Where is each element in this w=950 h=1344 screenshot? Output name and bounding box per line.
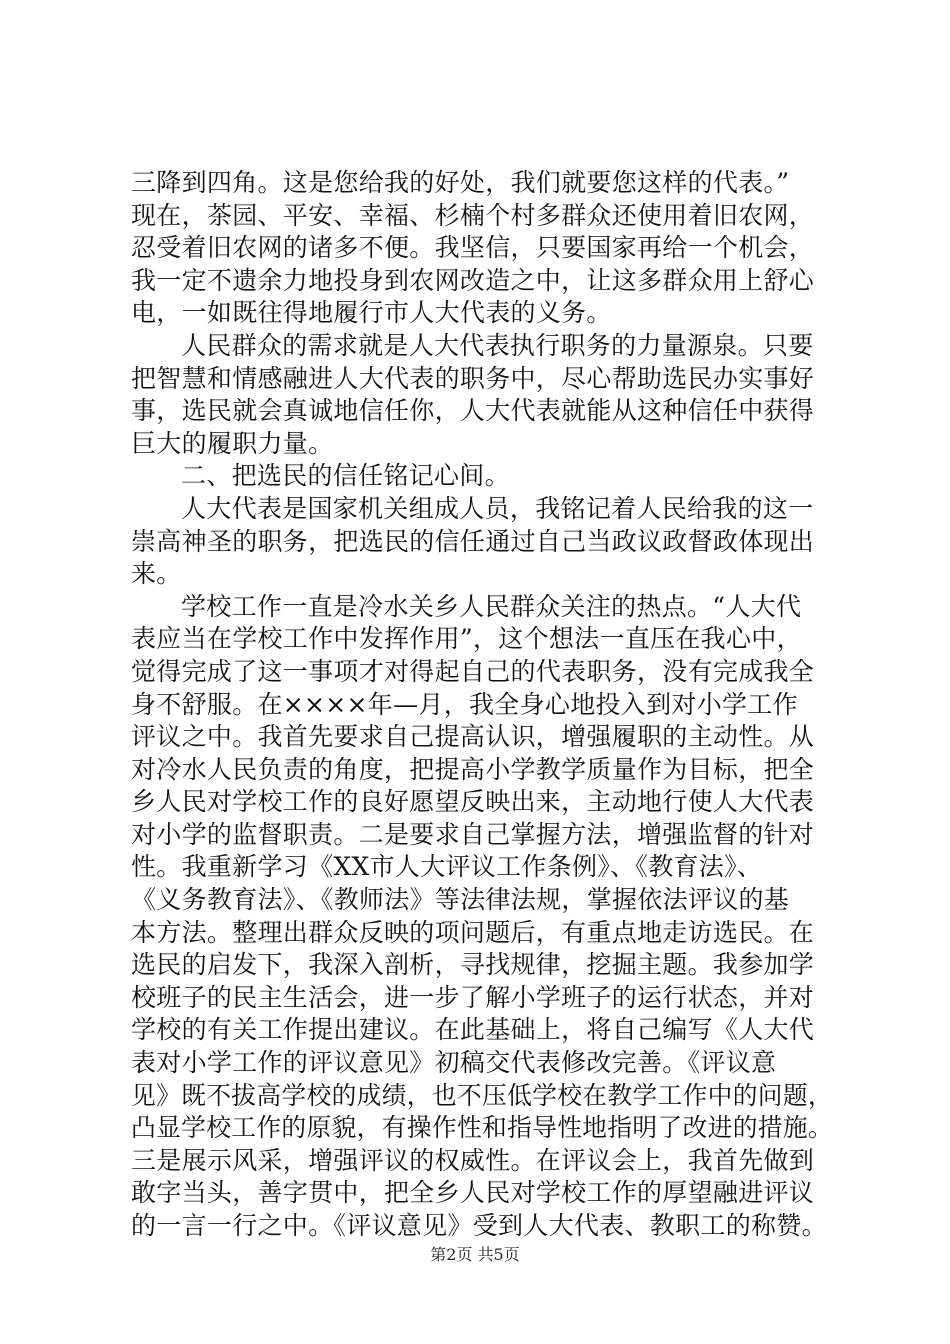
text-line: 三降到四角。这是您给我的好处，我们就要您这样的代表。” xyxy=(131,168,790,197)
text-line: 我一定不遗余力地投身到农网改造之中，让这多群众用上舒心 xyxy=(131,265,815,295)
text-line: 崇高神圣的职务，把选民的信任通过自己当政议政督政体现出 xyxy=(131,526,815,556)
text-line: 人大代表是国家机关组成人员，我铭记着人民给我的这一 xyxy=(181,493,814,523)
text-line: 性。我重新学习《XX市人大评议工作条例》、《教育法》、 xyxy=(131,852,763,882)
text-line: 校班子的民主生活会，进一步了解小学班子的运行状态，并对 xyxy=(131,982,815,1012)
text-line: 学校的有关工作提出建议。在此基础上，将自己编写《人大代 xyxy=(131,1015,815,1045)
text-line: 评议之中。我首先要求自己提高认识，增强履职的主动性。从 xyxy=(131,722,815,752)
page-number-footer: 第2页 共5页 xyxy=(430,1245,520,1264)
text-line: 事，选民就会真诚地信任你，人大代表就能从这种信任中获得 xyxy=(131,396,815,426)
text-line: 三是展示风采，增强评议的权威性。在评议会上，我首先做到 xyxy=(131,1145,815,1175)
text-line: 本方法。整理出群众反映的项问题后，有重点地走访选民。在 xyxy=(131,917,815,947)
text-line: 表应当在学校工作中发挥作用”，这个想法一直压在我心中， xyxy=(131,624,802,654)
text-line: 乡人民对学校工作的良好愿望反映出来，主动地行使人大代表 xyxy=(131,787,815,817)
text-line: 现在，茶园、平安、幸福、杉楠个村多群众还使用着旧农网， xyxy=(131,200,815,230)
text-line: 对小学的监督职责。二是要求自己掌握方法，增强监督的针对 xyxy=(131,819,815,849)
text-line: 学校工作一直是冷水关乡人民群众关注的热点。“人大代 xyxy=(181,591,802,621)
text-line: 忍受着旧农网的诸多不便。我坚信，只要国家再给一个机会， xyxy=(131,233,815,263)
text-line: 对冷水人民负责的角度，把提高小学教学质量作为目标，把全 xyxy=(131,754,815,784)
text-line: 二、把选民的信任铭记心间。 xyxy=(181,461,510,491)
text-line: 来。 xyxy=(131,559,182,589)
text-line: 觉得完成了这一事项才对得起自己的代表职务，没有完成我全 xyxy=(131,656,815,686)
text-line: 把智慧和情感融进人大代表的职务中，尽心帮助选民办实事好 xyxy=(131,363,815,393)
text-line: 选民的启发下，我深入剖析，寻找规律，挖掘主题。我参加学 xyxy=(131,950,815,980)
text-line: 凸显学校工作的原貌，有操作性和指导性地指明了改进的措施。 xyxy=(131,1113,833,1143)
text-line: 敢字当头，善字贯中，把全乡人民对学校工作的厚望融进评议 xyxy=(131,1178,815,1208)
text-line: 《义务教育法》、《教师法》等法律法规，掌握依法评议的基 xyxy=(131,885,790,915)
text-line: 见》既不拔高学校的成绩，也不压低学校在教学工作中的问题， xyxy=(131,1080,833,1110)
text-line: 的一言一行之中。《评议意见》受到人大代表、教职工的称赞。 xyxy=(131,1211,827,1240)
document-body xyxy=(131,167,833,1243)
text-line: 人民群众的需求就是人大代表执行职务的力量源泉。只要 xyxy=(181,330,814,360)
text-line: 身不舒服。在××××年—月，我全身心地投入到对小学工作 xyxy=(131,689,798,719)
text-line: 表对小学工作的评议意见》初稿交代表修改完善。《评议意 xyxy=(131,1048,777,1078)
text-line: 电，一如既往得地履行市人大代表的义务。 xyxy=(131,298,612,328)
text-line: 巨大的履职力量。 xyxy=(131,428,334,458)
